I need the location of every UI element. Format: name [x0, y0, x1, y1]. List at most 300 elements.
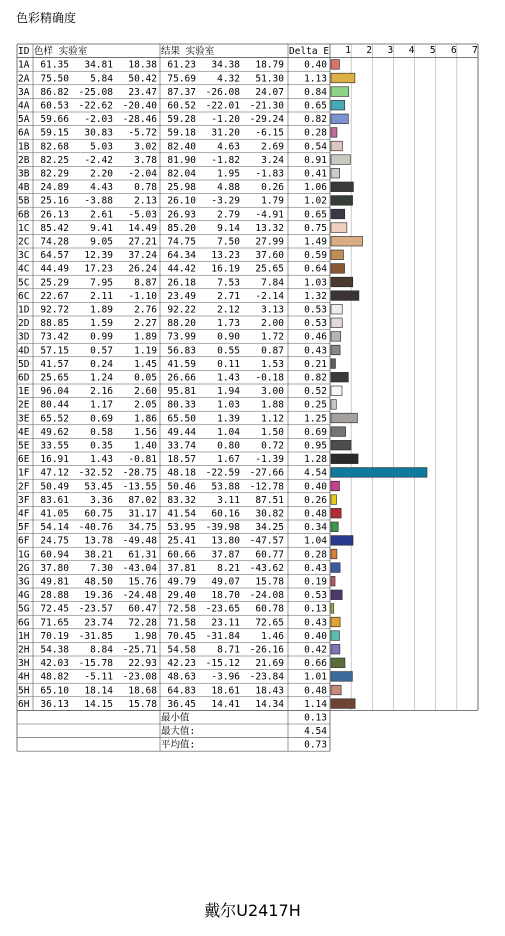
result-lab-value: -31.84: [205, 630, 240, 642]
sample-lab-value: 2.20: [90, 168, 113, 180]
sample-lab-value: 5.84: [90, 73, 113, 85]
sample-lab-value: 0.35: [90, 440, 113, 452]
result-lab-value: 18.79: [255, 59, 284, 71]
delta-e-bar: [331, 508, 341, 518]
sample-lab-value: 42.03: [40, 658, 69, 670]
sample-lab-value: -23.08: [122, 671, 157, 683]
summary-label: 最小值: [161, 712, 190, 724]
sample-lab-value: 27.21: [128, 236, 157, 248]
result-lab-value: 85.20: [167, 222, 196, 234]
sample-lab-value: 48.50: [84, 576, 113, 588]
delta-e-value: 1.13: [304, 73, 327, 85]
sample-lab-value: 3.78: [134, 154, 157, 166]
result-lab-value: -2.14: [255, 290, 284, 302]
delta-e-value: 1.25: [304, 413, 327, 425]
sample-lab-value: 60.75: [84, 508, 113, 520]
sample-lab-value: -5.03: [128, 209, 157, 221]
result-lab-value: 4.88: [217, 182, 240, 194]
sample-lab-value: -5.11: [84, 671, 113, 683]
result-lab-value: 8.21: [217, 562, 240, 574]
sample-lab-value: 72.45: [40, 603, 69, 615]
sample-lab-value: -24.48: [122, 590, 157, 602]
sample-lab-value: 50.42: [128, 73, 157, 85]
delta-e-value: 1.49: [304, 236, 327, 248]
sample-lab-value: 49.81: [40, 576, 69, 588]
result-lab-value: 53.88: [211, 481, 240, 493]
patch-id: 6A: [18, 127, 30, 139]
result-lab-value: 16.19: [211, 263, 240, 275]
delta-e-value: 0.48: [304, 685, 327, 697]
delta-e-value: 0.42: [304, 644, 327, 656]
header-sample-lab: 色样 实验室: [34, 46, 88, 58]
result-lab-value: 74.75: [167, 236, 196, 248]
result-lab-value: 34.38: [211, 59, 240, 71]
delta-e-value: 0.53: [304, 590, 327, 602]
delta-e-value: 0.82: [304, 114, 327, 126]
sample-lab-value: 2.11: [90, 290, 113, 302]
result-lab-value: 60.78: [255, 603, 284, 615]
sample-lab-value: 28.88: [40, 590, 69, 602]
delta-e-bar: [331, 386, 342, 396]
result-lab-value: 18.70: [211, 590, 240, 602]
result-lab-value: 34.25: [255, 522, 284, 534]
result-lab-value: 36.45: [167, 698, 196, 710]
sample-lab-value: 74.28: [40, 236, 69, 248]
sample-lab-value: 1.24: [90, 372, 113, 384]
summary-label: 平均值:: [161, 739, 196, 751]
x-tick-label: 3: [387, 45, 394, 57]
patch-id: 3A: [18, 86, 30, 98]
delta-e-value: 0.41: [304, 168, 327, 180]
result-lab-value: 3.24: [261, 154, 284, 166]
delta-e-value: 0.52: [304, 386, 327, 398]
sample-lab-value: 15.78: [128, 698, 157, 710]
sample-lab-value: 72.28: [128, 617, 157, 629]
result-lab-value: 30.82: [255, 508, 284, 520]
sample-lab-value: 36.13: [40, 698, 69, 710]
delta-e-bar: [331, 250, 343, 260]
sample-lab-value: 54.14: [40, 522, 69, 534]
result-lab-value: 83.32: [167, 494, 196, 506]
result-lab-value: -39.98: [205, 522, 240, 534]
result-lab-value: -4.91: [255, 209, 284, 221]
sample-lab-value: 92.72: [40, 304, 69, 316]
delta-e-bar: [331, 223, 347, 233]
result-lab-value: 4.63: [217, 141, 240, 153]
delta-e-bar: [331, 495, 336, 505]
sample-lab-value: 82.68: [40, 141, 69, 153]
sample-lab-value: 22.67: [40, 290, 69, 302]
sample-lab-value: -28.46: [122, 114, 157, 126]
result-lab-value: 1.72: [261, 331, 284, 343]
result-lab-value: -15.12: [205, 658, 240, 670]
sample-lab-value: 14.15: [84, 698, 113, 710]
sample-lab-value: 80.44: [40, 399, 69, 411]
delta-e-value: 0.53: [304, 304, 327, 316]
result-lab-value: 64.83: [167, 685, 196, 697]
delta-e-bar: [331, 60, 339, 70]
result-lab-value: 61.23: [167, 59, 196, 71]
sample-lab-value: -2.03: [84, 114, 113, 126]
patch-id: 4A: [18, 100, 30, 112]
delta-e-bar: [331, 413, 357, 423]
patch-id: 1B: [18, 141, 30, 153]
delta-e-bar: [331, 332, 341, 342]
sample-lab-value: 61.31: [128, 549, 157, 561]
patch-id: 3B: [18, 168, 30, 180]
sample-lab-value: 33.55: [40, 440, 69, 452]
result-lab-value: -23.84: [249, 671, 284, 683]
sample-lab-value: 83.61: [40, 494, 69, 506]
delta-e-value: 0.19: [304, 576, 327, 588]
x-tick-label: 6: [450, 45, 457, 57]
delta-e-value: 0.43: [304, 562, 327, 574]
result-lab-value: 0.55: [217, 345, 240, 357]
result-lab-value: 1.73: [217, 318, 240, 330]
sample-lab-value: -25.08: [78, 86, 113, 98]
result-lab-value: 1.53: [261, 358, 284, 370]
patch-id: 3C: [18, 250, 30, 262]
patch-id: 6B: [18, 209, 30, 221]
sample-lab-value: 0.24: [90, 358, 113, 370]
delta-e-bar: [331, 481, 339, 491]
result-lab-value: -27.66: [249, 467, 284, 479]
delta-e-bar: [331, 522, 338, 532]
sample-lab-value: 22.93: [128, 658, 157, 670]
sample-lab-value: 8.87: [134, 277, 157, 289]
sample-lab-value: 34.81: [84, 59, 113, 71]
result-lab-value: 82.04: [167, 168, 196, 180]
sample-lab-value: -20.40: [122, 100, 157, 112]
summary-value: 4.54: [304, 726, 327, 738]
result-lab-value: 0.80: [217, 440, 240, 452]
patch-id: 1F: [18, 467, 30, 479]
patch-id: 2G: [18, 562, 30, 574]
patch-id: 5C: [18, 277, 30, 289]
sample-lab-value: 7.30: [90, 562, 113, 574]
sample-lab-value: 57.15: [40, 345, 69, 357]
patch-id: 1A: [18, 59, 30, 71]
result-lab-value: 31.20: [211, 127, 240, 139]
patch-id: 6E: [18, 454, 30, 466]
sample-lab-value: 1.17: [90, 399, 113, 411]
delta-e-bar: [331, 440, 351, 450]
result-lab-value: 1.46: [261, 630, 284, 642]
patch-id: 5D: [18, 358, 30, 370]
result-lab-value: 44.42: [167, 263, 196, 275]
result-lab-value: 48.63: [167, 671, 196, 683]
result-lab-value: 18.43: [255, 685, 284, 697]
delta-e-bar: [331, 644, 340, 654]
result-lab-value: 14.41: [211, 698, 240, 710]
result-lab-value: 70.45: [167, 630, 196, 642]
result-lab-value: 71.58: [167, 617, 196, 629]
sample-lab-value: 2.05: [134, 399, 157, 411]
delta-e-bar: [331, 372, 348, 382]
sample-lab-value: 41.57: [40, 358, 69, 370]
sample-lab-value: 25.16: [40, 195, 69, 207]
delta-e-bar: [331, 658, 345, 668]
patch-id: 5H: [18, 685, 30, 697]
result-lab-value: 80.33: [167, 399, 196, 411]
sample-lab-value: 88.85: [40, 318, 69, 330]
delta-e-bar: [331, 468, 427, 478]
header-id: ID: [18, 46, 30, 58]
delta-e-value: 1.28: [304, 454, 327, 466]
patch-id: 2F: [18, 481, 30, 493]
delta-e-value: 0.69: [304, 426, 327, 438]
patch-id: 4H: [18, 671, 30, 683]
delta-e-bar: [331, 427, 346, 437]
patch-id: 6G: [18, 617, 30, 629]
result-lab-value: 3.13: [261, 304, 284, 316]
result-lab-value: 0.90: [217, 331, 240, 343]
result-lab-value: 9.14: [217, 222, 240, 234]
delta-e-bar: [331, 590, 342, 600]
sample-lab-value: 48.82: [40, 671, 69, 683]
result-lab-value: 4.32: [217, 73, 240, 85]
result-lab-value: -1.20: [211, 114, 240, 126]
sample-lab-value: 13.78: [84, 535, 113, 547]
sample-lab-value: 25.65: [40, 372, 69, 384]
result-lab-value: 87.37: [167, 86, 196, 98]
sample-lab-value: 14.49: [128, 222, 157, 234]
sample-lab-value: 73.42: [40, 331, 69, 343]
sample-lab-value: 54.38: [40, 644, 69, 656]
result-lab-value: 64.34: [167, 250, 196, 262]
result-lab-value: 72.58: [167, 603, 196, 615]
sample-lab-value: -5.72: [128, 127, 157, 139]
sample-lab-value: 5.03: [90, 141, 113, 153]
page-title: 色彩精确度: [16, 11, 77, 25]
patch-id: 3G: [18, 576, 30, 588]
sample-lab-value: 96.04: [40, 386, 69, 398]
result-lab-value: 1.94: [217, 386, 240, 398]
result-lab-value: 73.99: [167, 331, 196, 343]
result-lab-value: 49.44: [167, 426, 196, 438]
result-lab-value: 50.46: [167, 481, 196, 493]
result-lab-value: 87.51: [255, 494, 284, 506]
delta-e-bar: [331, 128, 337, 138]
patch-id: 1E: [18, 386, 30, 398]
sample-lab-value: 59.66: [40, 114, 69, 126]
sample-lab-value: 2.76: [134, 304, 157, 316]
result-lab-value: -24.08: [249, 590, 284, 602]
sample-lab-value: 31.17: [128, 508, 157, 520]
sample-lab-value: 1.89: [90, 304, 113, 316]
sample-lab-value: -23.57: [78, 603, 113, 615]
sample-lab-value: -49.48: [122, 535, 157, 547]
result-lab-value: 37.60: [255, 250, 284, 262]
patch-id: 2H: [18, 644, 30, 656]
result-lab-value: 0.26: [261, 182, 284, 194]
sample-lab-value: 30.83: [84, 127, 113, 139]
result-lab-value: 21.69: [255, 658, 284, 670]
result-lab-value: 27.99: [255, 236, 284, 248]
patch-id: 3D: [18, 331, 30, 343]
sample-lab-value: 18.68: [128, 685, 157, 697]
result-lab-value: 7.84: [261, 277, 284, 289]
result-lab-value: 18.61: [211, 685, 240, 697]
patch-id: 4D: [18, 345, 30, 357]
result-lab-value: 26.18: [167, 277, 196, 289]
result-lab-value: 60.77: [255, 549, 284, 561]
header-result-lab: 结果 实验室: [161, 46, 215, 58]
sample-lab-value: 1.98: [134, 630, 157, 642]
delta-e-bar: [331, 345, 340, 355]
result-lab-value: 26.93: [167, 209, 196, 221]
delta-e-value: 1.32: [304, 290, 327, 302]
patch-id: 5A: [18, 114, 30, 126]
sample-lab-value: 38.21: [84, 549, 113, 561]
delta-e-value: 1.14: [304, 698, 327, 710]
delta-e-bar: [331, 236, 363, 246]
sample-lab-value: 0.57: [90, 345, 113, 357]
result-lab-value: 1.67: [217, 454, 240, 466]
delta-e-bar: [331, 536, 353, 546]
delta-e-value: 1.01: [304, 671, 327, 683]
delta-e-bar: [331, 672, 352, 682]
sample-lab-value: 87.02: [128, 494, 157, 506]
delta-e-value: 0.21: [304, 358, 327, 370]
sample-lab-value: 1.86: [134, 413, 157, 425]
result-lab-value: -1.83: [255, 168, 284, 180]
patch-id: 3E: [18, 413, 30, 425]
delta-e-bar: [331, 87, 349, 97]
result-lab-value: 41.59: [167, 358, 196, 370]
sample-lab-value: 26.24: [128, 263, 157, 275]
result-lab-value: 29.40: [167, 590, 196, 602]
sample-lab-value: -0.81: [128, 454, 157, 466]
result-lab-value: 1.03: [217, 399, 240, 411]
sample-lab-value: 34.75: [128, 522, 157, 534]
sample-lab-value: -2.04: [128, 168, 157, 180]
delta-e-bar: [331, 699, 355, 709]
sample-lab-value: -25.71: [122, 644, 157, 656]
result-lab-value: -26.16: [249, 644, 284, 656]
result-lab-value: 26.10: [167, 195, 196, 207]
result-lab-value: 7.53: [217, 277, 240, 289]
result-lab-value: -22.01: [205, 100, 240, 112]
sample-lab-value: 37.80: [40, 562, 69, 574]
sample-lab-value: 24.89: [40, 182, 69, 194]
result-lab-value: 92.22: [167, 304, 196, 316]
sample-lab-value: 2.16: [90, 386, 113, 398]
patch-id: 2D: [18, 318, 30, 330]
sample-lab-value: 4.43: [90, 182, 113, 194]
delta-e-bar: [331, 549, 337, 559]
delta-e-value: 0.53: [304, 318, 327, 330]
delta-e-value: 0.46: [304, 331, 327, 343]
result-lab-value: 49.07: [211, 576, 240, 588]
sample-lab-value: 82.25: [40, 154, 69, 166]
sample-lab-value: 41.05: [40, 508, 69, 520]
result-lab-value: -0.18: [255, 372, 284, 384]
delta-e-bar: [331, 400, 336, 410]
sample-lab-value: 82.29: [40, 168, 69, 180]
result-lab-value: 23.11: [211, 617, 240, 629]
sample-lab-value: 24.75: [40, 535, 69, 547]
sample-lab-value: 3.02: [134, 141, 157, 153]
delta-e-value: 0.43: [304, 617, 327, 629]
result-lab-value: 24.07: [255, 86, 284, 98]
delta-e-bar: [331, 291, 359, 301]
delta-e-value: 0.48: [304, 508, 327, 520]
patch-id: 5E: [18, 440, 30, 452]
result-lab-value: 1.12: [261, 413, 284, 425]
sample-lab-value: 16.91: [40, 454, 69, 466]
sample-lab-value: 1.89: [134, 331, 157, 343]
result-lab-value: 2.12: [217, 304, 240, 316]
delta-e-value: 0.82: [304, 372, 327, 384]
sample-lab-value: 65.52: [40, 413, 69, 425]
patch-id: 1G: [18, 549, 30, 561]
sample-lab-value: 1.19: [134, 345, 157, 357]
result-lab-value: -43.62: [249, 562, 284, 574]
result-lab-value: -47.57: [249, 535, 284, 547]
patch-id: 5G: [18, 603, 30, 615]
result-lab-value: 75.69: [167, 73, 196, 85]
delta-e-value: 0.66: [304, 658, 327, 670]
result-lab-value: -1.39: [255, 454, 284, 466]
sample-lab-value: 26.13: [40, 209, 69, 221]
delta-e-value: 0.13: [304, 603, 327, 615]
result-lab-value: 81.90: [167, 154, 196, 166]
patch-id: 4B: [18, 182, 30, 194]
sample-lab-value: -31.85: [78, 630, 113, 642]
sample-lab-value: -28.75: [122, 467, 157, 479]
summary-value: 0.13: [304, 712, 327, 724]
patch-id: 6C: [18, 290, 30, 302]
sample-lab-value: 17.23: [84, 263, 113, 275]
delta-e-value: 1.04: [304, 535, 327, 547]
delta-e-value: 1.03: [304, 277, 327, 289]
result-lab-value: 49.79: [167, 576, 196, 588]
result-lab-value: 95.81: [167, 386, 196, 398]
result-lab-value: 2.69: [261, 141, 284, 153]
result-lab-value: 23.49: [167, 290, 196, 302]
result-lab-value: 33.74: [167, 440, 196, 452]
patch-id: 1H: [18, 630, 30, 642]
result-lab-value: 53.95: [167, 522, 196, 534]
sample-lab-value: 7.95: [90, 277, 113, 289]
sample-lab-value: 12.39: [84, 250, 113, 262]
result-lab-value: 48.18: [167, 467, 196, 479]
patch-id: 4F: [18, 508, 30, 520]
sample-lab-value: 18.38: [128, 59, 157, 71]
sample-lab-value: 1.59: [90, 318, 113, 330]
sample-lab-value: 60.53: [40, 100, 69, 112]
delta-e-value: 0.64: [304, 263, 327, 275]
result-lab-value: 25.41: [167, 535, 196, 547]
result-lab-value: -29.24: [249, 114, 284, 126]
delta-e-bar: [331, 155, 350, 165]
sample-lab-value: 2.27: [134, 318, 157, 330]
delta-e-bar: [331, 196, 353, 206]
sample-lab-value: 1.43: [90, 454, 113, 466]
result-lab-value: 13.23: [211, 250, 240, 262]
result-lab-value: 26.66: [167, 372, 196, 384]
result-lab-value: 8.71: [217, 644, 240, 656]
result-lab-value: 1.04: [217, 426, 240, 438]
delta-e-bar: [331, 277, 353, 287]
patch-id: 4C: [18, 263, 30, 275]
patch-id: 3H: [18, 658, 30, 670]
result-lab-value: 1.50: [261, 426, 284, 438]
result-lab-value: 0.11: [217, 358, 240, 370]
delta-e-bar: [331, 359, 335, 369]
result-lab-value: 59.28: [167, 114, 196, 126]
